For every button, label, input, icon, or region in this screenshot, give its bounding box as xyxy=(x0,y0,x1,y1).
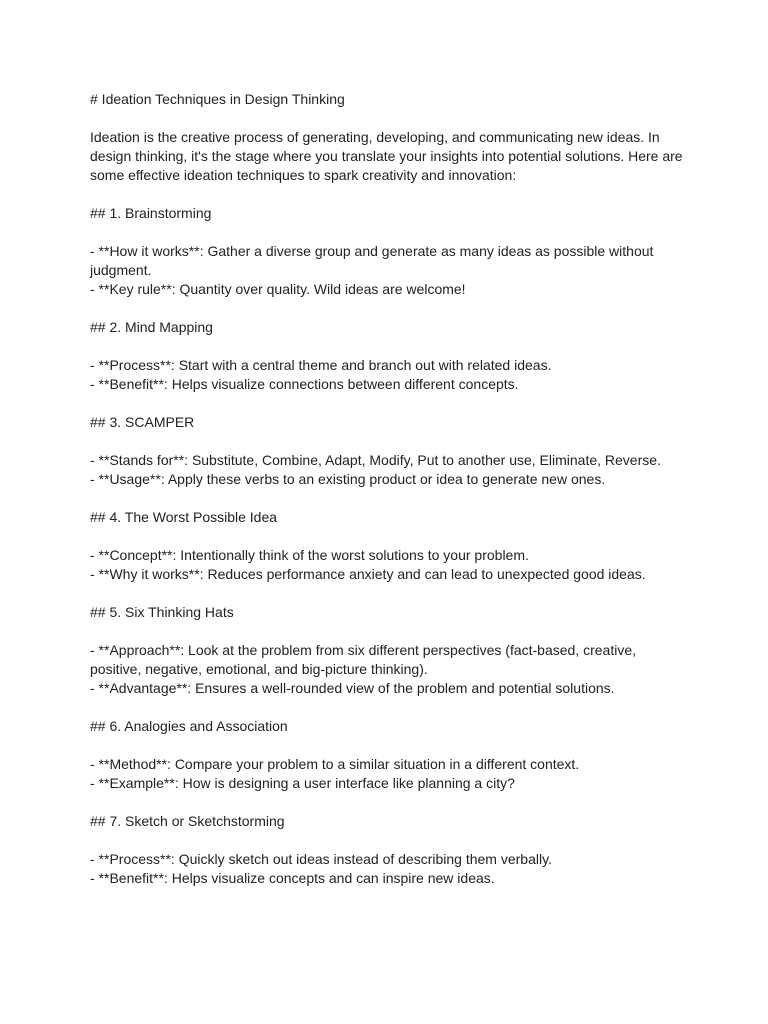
section-heading: ## 4. The Worst Possible Idea xyxy=(90,509,278,525)
document-title: # Ideation Techniques in Design Thinking xyxy=(90,91,345,107)
list-item: - **Concept**: Intentionally think of the worst solutions to your problem. xyxy=(90,547,529,563)
spacer xyxy=(90,185,690,204)
document-page xyxy=(90,90,690,888)
list-item: - **Approach**: Look at the problem from six different perspectives (fact-based, creative, positive, negative, emotional, and big-picture thinking). xyxy=(90,642,640,677)
spacer xyxy=(90,432,690,451)
list-item: - **Advantage**: Ensures a well-rounded view of the problem and potential solutions. xyxy=(90,680,615,696)
spacer xyxy=(90,793,690,812)
list-item: - **Method**: Compare your problem to a similar situation in a different context. xyxy=(90,756,580,772)
spacer xyxy=(90,299,690,318)
spacer xyxy=(90,698,690,717)
section-six-thinking-hats xyxy=(90,584,690,698)
section-brainstorming xyxy=(90,185,690,299)
section-analogies xyxy=(90,698,690,793)
spacer xyxy=(90,109,690,128)
section-scamper xyxy=(90,394,690,489)
spacer xyxy=(90,736,690,755)
intro-paragraph: Ideation is the creative process of generating, developing, and communicating new ideas. In design thinking, it's the stage where you translate your insights into potential solutions. Here are some effective ideation techniques to spark creativity and innovation: xyxy=(90,129,687,183)
spacer xyxy=(90,337,690,356)
section-heading: ## 6. Analogies and Association xyxy=(90,718,288,734)
spacer xyxy=(90,622,690,641)
section-mind-mapping xyxy=(90,299,690,394)
list-item: - **Example**: How is designing a user interface like planning a city? xyxy=(90,775,515,791)
list-item: - **Stands for**: Substitute, Combine, Adapt, Modify, Put to another use, Eliminate, Reverse. xyxy=(90,452,661,468)
section-heading: ## 3. SCAMPER xyxy=(90,414,195,430)
section-heading: ## 1. Brainstorming xyxy=(90,205,212,221)
list-item: - **Why it works**: Reduces performance anxiety and can lead to unexpected good ideas. xyxy=(90,566,646,582)
list-item: - **Benefit**: Helps visualize connections between different concepts. xyxy=(90,376,519,392)
section-worst-possible-idea xyxy=(90,489,690,584)
list-item: - **Process**: Quickly sketch out ideas instead of describing them verbally. xyxy=(90,851,552,867)
section-heading: ## 5. Six Thinking Hats xyxy=(90,604,234,620)
section-heading: ## 2. Mind Mapping xyxy=(90,319,213,335)
list-item: - **How it works**: Gather a diverse group and generate as many ideas as possible without judgment. xyxy=(90,243,658,278)
list-item: - **Usage**: Apply these verbs to an existing product or idea to generate new ones. xyxy=(90,471,606,487)
spacer xyxy=(90,489,690,508)
spacer xyxy=(90,223,690,242)
spacer xyxy=(90,394,690,413)
list-item: - **Process**: Start with a central theme and branch out with related ideas. xyxy=(90,357,552,373)
spacer xyxy=(90,831,690,850)
list-item: - **Key rule**: Quantity over quality. Wild ideas are welcome! xyxy=(90,281,466,297)
list-item: - **Benefit**: Helps visualize concepts and can inspire new ideas. xyxy=(90,870,495,886)
spacer xyxy=(90,584,690,603)
section-sketchstorming xyxy=(90,793,690,888)
spacer xyxy=(90,527,690,546)
section-heading: ## 7. Sketch or Sketchstorming xyxy=(90,813,285,829)
